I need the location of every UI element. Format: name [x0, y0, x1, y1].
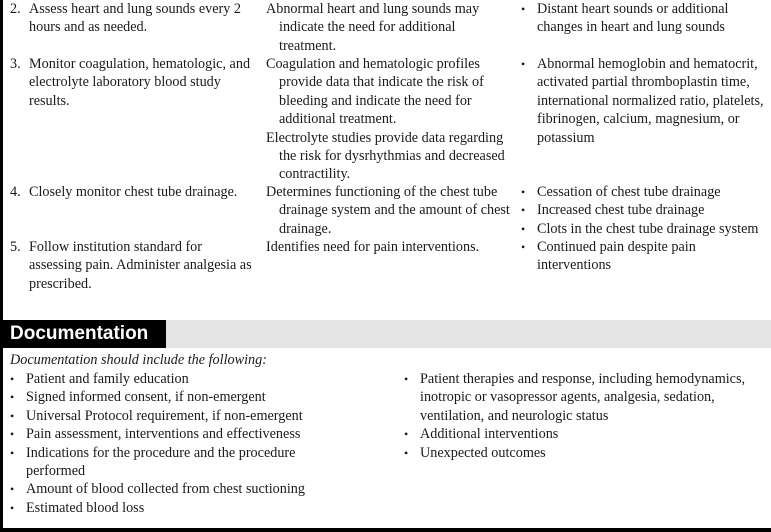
rationale-text: Abnormal heart and lung sounds may indicate the need for additional treatment.: [266, 1, 480, 54]
report-text: Increased chest tube drainage: [537, 202, 705, 219]
report-item: [521, 238, 771, 275]
bullet-icon: •: [521, 57, 526, 71]
step-report: [521, 183, 771, 238]
step-action: [10, 55, 255, 110]
bullet-icon: •: [404, 372, 409, 386]
step-report: [521, 0, 771, 37]
step-action: [10, 183, 255, 201]
documentation-item-text: Indications for the procedure and the procedure performed: [26, 444, 296, 480]
bullet-icon: •: [10, 408, 15, 423]
bullet-icon: •: [10, 482, 15, 497]
documentation-item: [10, 499, 340, 517]
step-number: 4.: [10, 184, 21, 200]
report-text: Cessation of chest tube drainage: [537, 184, 721, 200]
documentation-item-text: Patient therapies and response, including hemodynamics, inotropic or vasopressor agents, analgesia, sedation, ventilation, and neurologic status: [420, 371, 746, 424]
report-item: [521, 201, 771, 219]
bullet-icon: •: [10, 427, 15, 442]
rationale-text: Identifies need for pain interventions.: [266, 239, 480, 255]
step-rationale: [266, 183, 510, 238]
documentation-header-band: [0, 320, 771, 348]
left-border: [0, 0, 3, 532]
documentation-item: [404, 370, 764, 425]
documentation-item-text: Pain assessment, interventions and effectiveness: [26, 426, 301, 443]
documentation-item-text: Patient and family education: [26, 371, 189, 387]
documentation-item: [10, 388, 340, 406]
report-text: Abnormal hemoglobin and hematocrit, activated partial thromboplastin time, international normalized ratio, platelets, fibrinogen, calcium, magnesium, or potassium: [537, 56, 764, 146]
step-action-text: Assess heart and lung sounds every 2 hours and as needed.: [29, 1, 241, 36]
documentation-item: [10, 407, 340, 425]
step-rationale: [266, 55, 510, 184]
bullet-icon: •: [10, 372, 15, 386]
documentation-item-text: Additional interventions: [420, 426, 559, 443]
report-item: [521, 0, 771, 37]
documentation-item-text: Estimated blood loss: [26, 499, 145, 516]
bullet-icon: •: [521, 203, 526, 218]
step-rationale: [266, 238, 510, 256]
documentation-item-text: Universal Protocol requirement, if non-emergent: [26, 407, 303, 424]
step-number: 5.: [10, 239, 21, 255]
step-number: 2.: [10, 1, 21, 17]
documentation-item: [10, 480, 340, 498]
rationale-text: Coagulation and hematologic profiles provide data that indicate the risk of bleeding and indicate the need for additional treatment.: [266, 56, 484, 128]
step-report: [521, 238, 771, 275]
rationale-text: Determines functioning of the chest tube drainage system and the amount of chest drainage.: [266, 184, 510, 237]
report-text: Clots in the chest tube drainage system: [537, 220, 759, 237]
bullet-icon: •: [10, 390, 15, 405]
report-text: Continued pain despite pain interventions: [537, 239, 696, 274]
documentation-list-left: [10, 370, 340, 517]
documentation-item: [404, 425, 764, 443]
step-action: [10, 238, 255, 293]
bullet-icon: •: [10, 445, 15, 460]
documentation-item-text: Amount of blood collected from chest suctioning: [26, 481, 305, 498]
step-action-text: Follow institution standard for assessing pain. Administer analgesia as prescribed.: [29, 239, 252, 292]
report-item: [521, 55, 771, 147]
step-number: 3.: [10, 56, 21, 72]
documentation-item-text: Unexpected outcomes: [420, 444, 546, 461]
documentation-item: [10, 444, 340, 481]
documentation-item: [10, 370, 340, 388]
documentation-item: [10, 425, 340, 443]
step-report: [521, 55, 771, 147]
documentation-list-right: [404, 370, 764, 462]
documentation-item-text: Signed informed consent, if non-emergent: [26, 389, 266, 406]
rationale-text: Electrolyte studies provide data regarding the risk for dysrhythmias and decreased contractility.: [266, 129, 505, 183]
bullet-icon: •: [521, 2, 526, 16]
report-text: Distant heart sounds or additional changes in heart and lung sounds: [537, 1, 729, 36]
bullet-icon: •: [404, 445, 409, 460]
report-item: [521, 220, 771, 238]
step-action-text: Closely monitor chest tube drainage.: [29, 184, 238, 200]
step-action: [10, 0, 255, 37]
bullet-icon: •: [521, 221, 526, 236]
bullet-icon: •: [521, 240, 526, 254]
documentation-intro: Documentation should include the following:: [10, 352, 267, 368]
bottom-border: [0, 528, 771, 532]
documentation-title: Documentation: [0, 320, 166, 348]
documentation-item: [404, 444, 764, 462]
step-rationale: [266, 0, 510, 55]
bullet-icon: •: [10, 500, 15, 515]
step-action-text: Monitor coagulation, hematologic, and electrolyte laboratory blood study results.: [29, 56, 251, 109]
bullet-icon: •: [521, 185, 526, 199]
report-item: [521, 183, 771, 201]
bullet-icon: •: [404, 427, 409, 442]
